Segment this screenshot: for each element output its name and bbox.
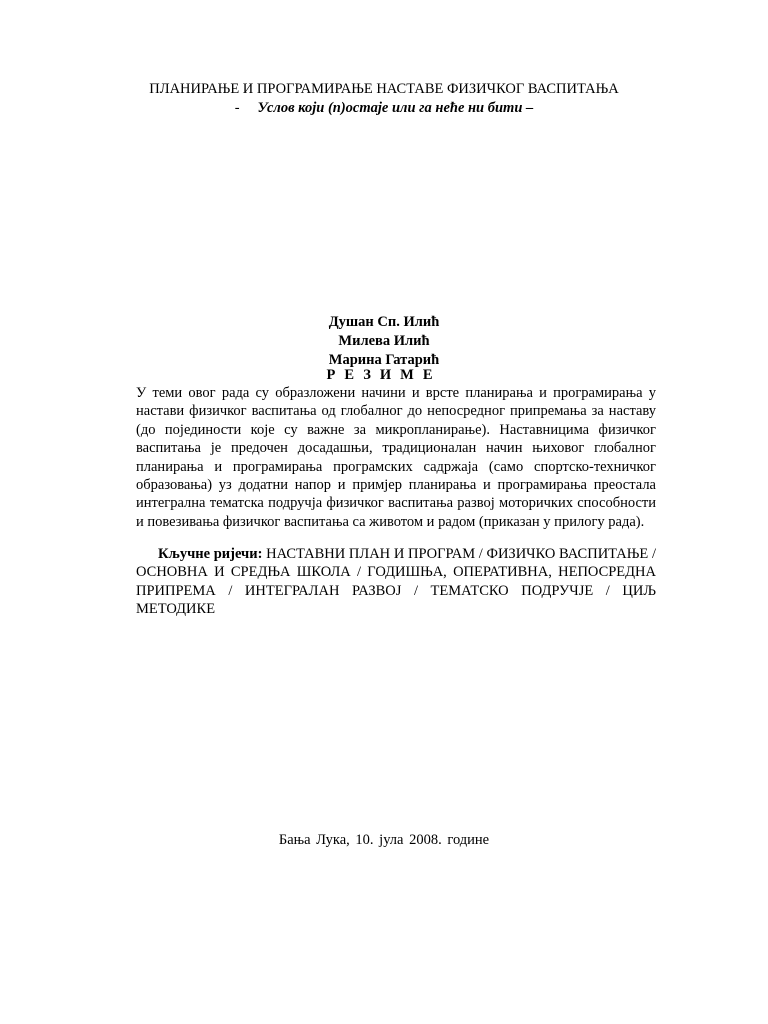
place-date: Бања Лука, 10. јула 2008. године bbox=[278, 832, 490, 848]
abstract-body bbox=[136, 384, 656, 531]
keywords-paragraph bbox=[136, 545, 656, 619]
keywords-text: НАСТАВНИ ПЛАН И ПРОГРАМ / ФИЗИЧКО ВАСПИТАЊЕ / ОСНОВНА И СРЕДЊА ШКОЛА / ГОДИШЊА, ОПЕРАТИВНА, НЕПОСРЕДНА ПРИПРЕМА / ИНТЕГРАЛАН РАЗВОЈ / ТЕМАТСКО ПОДРУЧЈЕ / ЦИЉ МЕТОДИКЕ bbox=[136, 546, 656, 618]
abstract-heading: РЕЗИМЕ bbox=[326, 367, 442, 383]
abstract-paragraph: У теми овог рада су образложени начини и врсте планирања и програмирања у настави физичког васпитања од глобалног до непосредног припремања за наставу (до појединости које су важне за микропланирање). Наставницима физичког васпитања је предочен досадашњи, традиционалан начин њиховог глобалног планирања и програмирања програмских садржаја (само спортско-техничког образовања) уз додатни напор и примјер планирања и програмирања преостала интегрална тематска подручја физичког васпитања развој моторичких способности и повезивања физичког васпитања са животом и радом (приказан у прилогу рада). bbox=[136, 385, 656, 530]
author-name: Милева Илић bbox=[338, 333, 430, 349]
subtitle-text: Услов који (п)остаје или га неће ни бити – bbox=[257, 100, 534, 116]
document-title: ПЛАНИРАЊЕ И ПРОГРАМИРАЊЕ НАСТАВЕ ФИЗИЧКОГ ВАСПИТАЊА bbox=[149, 81, 619, 97]
author-name: Марина Гатарић bbox=[328, 352, 440, 368]
author-list bbox=[0, 313, 768, 370]
keywords-label: Кључне ријечи: bbox=[158, 546, 263, 562]
subtitle-dash: - bbox=[234, 100, 240, 116]
document-subtitle bbox=[0, 100, 768, 117]
author-name: Душан Сп. Илић bbox=[328, 314, 440, 330]
